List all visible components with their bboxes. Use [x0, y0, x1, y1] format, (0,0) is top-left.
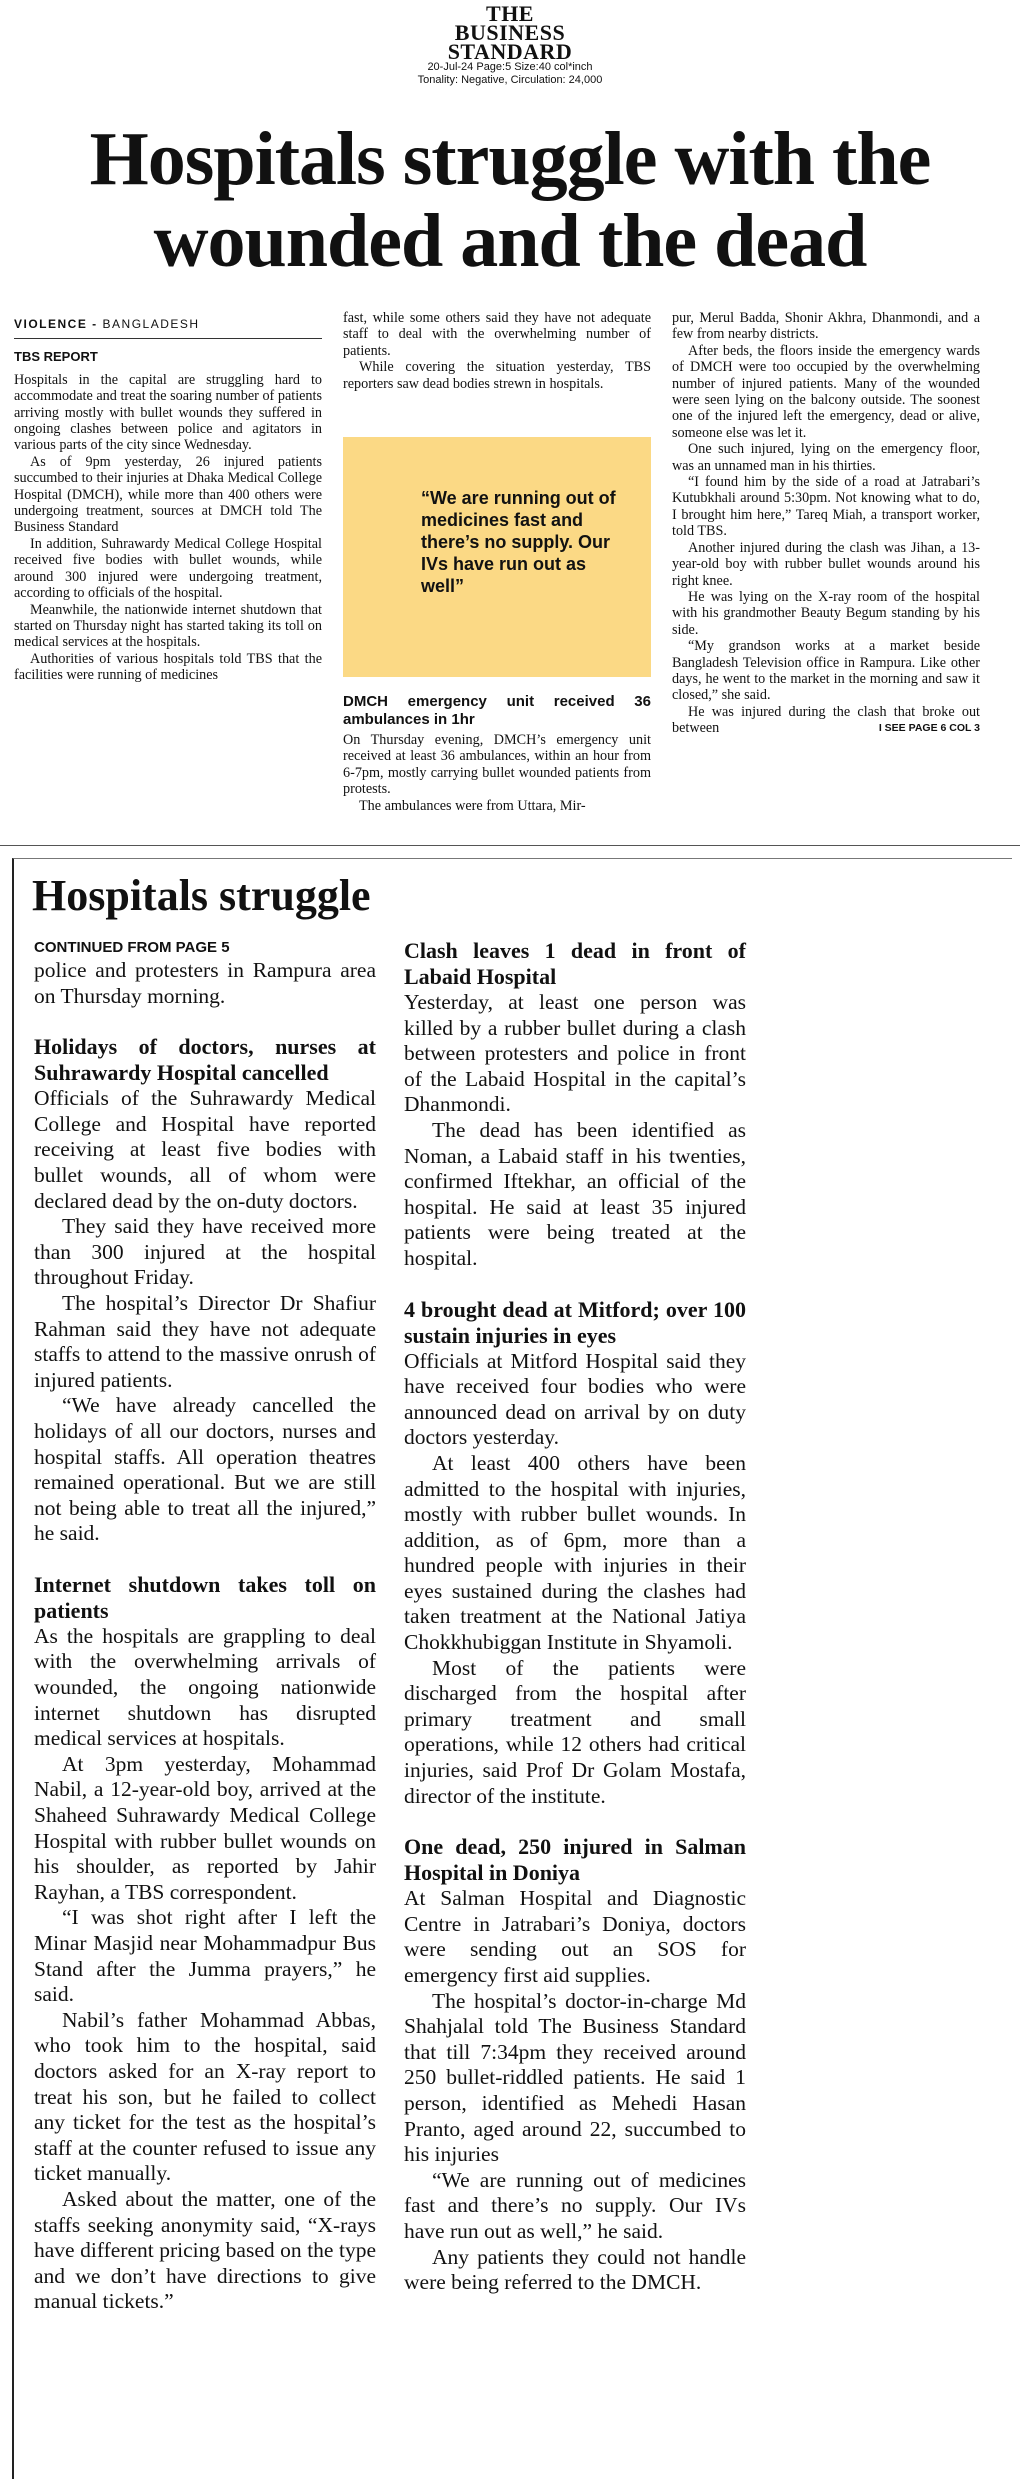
- paragraph-text: He was injured during the clash that broke out between: [672, 703, 980, 737]
- paragraph: Yesterday, at least one person was killed by a rubber bullet during a clash between protesters and police in front of the Labaid Hospital in the capital’s Dhanmondi.: [404, 990, 746, 1117]
- paragraph: The dead has been identified as Noman, a Labaid staff in his twenties, confirmed Iftekhar, an official of the hospital. He said at least 35 injured patients were being treated at the hospital.: [404, 1117, 746, 1270]
- subheading: One dead, 250 injured in Salman Hospital in Doniya: [404, 1834, 746, 1886]
- paragraph: They said they have received more than 300 injured at the hospital throughout Friday.: [34, 1214, 376, 1290]
- continued-from-label: CONTINUED FROM PAGE 5: [34, 939, 230, 956]
- paragraph: Meanwhile, the nationwide internet shutdown that started on Thursday night has started taking its toll on medical services at the hospitals.: [14, 601, 322, 651]
- paragraph: As the hospitals are grappling to deal with the overwhelming arrivals of wounded, the ongoing nationwide internet shutdown has disrupted medical services at hospitals.: [34, 1623, 376, 1751]
- headline-line-2: wounded and the dead: [153, 199, 867, 283]
- section-separator: -: [87, 317, 103, 331]
- see-page-jump: I SEE PAGE 6 COL 3: [878, 722, 980, 735]
- paragraph: Officials at Mitford Hospital said they have received four bodies who were announced dead on arrival by on duty doctors yesterday.: [404, 1348, 746, 1450]
- byline: TBS REPORT: [14, 349, 98, 365]
- paragraph: While covering the situation yesterday, TBS reporters saw dead bodies strewn in hospitals.: [343, 359, 651, 392]
- brand-line-3: STANDARD: [447, 39, 573, 64]
- paragraph: He was lying on the X-ray room of the hospital with his grandmother Beauty Begum standing by his side.: [672, 588, 980, 638]
- subheading: Internet shutdown takes toll on patients: [34, 1571, 376, 1623]
- paragraph: Nabil’s father Mohammad Abbas, who took him to the hospital, said doctors asked for an X-ray report to treat his son, but he failed to collect any ticket for the test as the hospital’s staff at the counter refused to issue any ticket manually.: [34, 2007, 376, 2186]
- subheading: Holidays of doctors, nurses at Suhrawardy Hospital cancelled: [34, 1034, 376, 1086]
- pull-quote: “We are running out of medicines fast and there’s no supply. Our IVs have run out as well”: [421, 488, 616, 596]
- paragraph: Hospitals in the capital are struggling hard to accommodate and treat the soaring number of patients arriving mostly with bullet wounds they suffered in ongoing clashes between police and agitators in various parts of the city since Wednesday.: [14, 371, 322, 454]
- paragraph: The ambulances were from Uttara, Mir-: [359, 797, 586, 814]
- paragraph: “We have already cancelled the holidays of all our doctors, nurses and hospital staffs. All operation theatres remained operational. But we are still not being able to treat all the injured,” he said.: [34, 1393, 376, 1546]
- subheading: 4 brought dead at Mitford; over 100 sustain injuries in eyes: [404, 1296, 746, 1348]
- paragraph: Officials of the Suhrawardy Medical College and Hospital have reported receiving at least five bodies with bullet wounds, all of whom were declared dead by the on-duty doctors.: [34, 1086, 376, 1213]
- paragraph: “We are running out of medicines fast and there’s no supply. Our IVs have run out as well,” he said.: [404, 2167, 746, 2243]
- paragraph: police and protesters in Rampura area on Thursday morning.: [34, 958, 376, 1008]
- paragraph: The hospital’s Director Dr Shafiur Rahman said they have not adequate staffs to attend to the massive onrush of injured patients.: [34, 1290, 376, 1392]
- section-name: VIOLENCE: [14, 317, 88, 331]
- paragraph: Authorities of various hospitals told TBS that the facilities were running of medicines: [14, 650, 322, 684]
- headline-line-1: Hospitals struggle with the: [89, 117, 931, 201]
- section-sub: BANGLADESH: [102, 317, 200, 331]
- paragraph: The hospital’s doctor-in-charge Md Shahjalal told The Business Standard that till 7:34pm they received around 250 bullet-riddled patients. He said 1 person, identified as Mehedi Hasan Pranto, aged around 22, succumbed to his injuries: [404, 1988, 746, 2167]
- brand-line-2: BUSINESS: [454, 20, 566, 45]
- paragraph: At least 400 others have been admitted to the hospital with injuries, mostly with rubber bullet wounds. In addition, as of 6pm, more than a hundred people with injuries in their eyes sustained during the clashes had taken treatment at the National Jatiya Chokkhubiggan Institute in Shyamoli.: [404, 1450, 746, 1655]
- continuation-left-column: [34, 938, 376, 2315]
- paragraph: In addition, Suhrawardy Medical College Hospital received five bodies with bullet wounds, while around 300 injured were undergoing treatment, according to officials of the hospital.: [14, 535, 322, 602]
- paragraph: As of 9pm yesterday, 26 injured patients succumbed to their injuries at Dhaka Medical College Hospital (DMCH), while more than 400 others were undergoing treatment, sources at DMCH told The Business Standard: [14, 453, 322, 536]
- page-divider: [0, 845, 1020, 846]
- article-column-2-lower: [343, 693, 651, 814]
- paragraph: At Salman Hospital and Diagnostic Centre in Jatrabari’s Doniya, doctors were sending out an SOS for emergency first aid supplies.: [404, 1886, 746, 1987]
- subheading: Clash leaves 1 dead in front of Labaid Hospital: [404, 938, 746, 989]
- masthead: [0, 1, 1020, 87]
- paragraph: Any patients they could not handle were being referred to the DMCH.: [404, 2244, 746, 2295]
- article-column-3: [672, 310, 980, 737]
- subheading: DMCH emergency unit received 36 ambulances in 1hr: [343, 693, 651, 728]
- paragraph: “My grandson works at a market beside Bangladesh Television office in Rampura. Like other days, he went to the market in the morning and saw it closed,” she said.: [672, 638, 980, 704]
- paragraph: “I was shot right after I left the Minar Masjid near Mohammadpur Bus Stand after the Jumma prayers,” he said.: [34, 1905, 376, 2007]
- continuation-right-column: [404, 938, 746, 2296]
- paragraph: On Thursday evening, DMCH’s emergency unit received at least 36 ambulances, within an hour from 6-7pm, mostly carrying bullet wounded patients from protests.: [343, 732, 651, 798]
- clipping-meta-tonality: Tonality: Negative, Circulation: 24,000: [417, 74, 603, 86]
- article-column-1: [14, 316, 322, 684]
- article-headline: [0, 118, 1020, 282]
- paragraph: After beds, the floors inside the emergency wards of DMCH were too occupied by the overwhelming number of injured patients. Many of the wounded were seen lying on the balcony outside. The soonest one of the injured left the emergency, dead or alive, someone else was let it.: [672, 342, 980, 441]
- paragraph: Asked about the matter, one of the staffs seeking anonymity said, “X-rays have different pricing based on the type and we don’t have directions to give manual tickets.”: [34, 2186, 376, 2314]
- pull-quote-box: [343, 437, 651, 677]
- brand-line-1: THE: [486, 1, 534, 26]
- clipping-meta: 20-Jul-24 Page:5 Size:40 col*inch: [427, 61, 593, 73]
- section-label: [14, 316, 322, 339]
- paragraph: One such injured, lying on the emergency floor, was an unnamed man in his thirties.: [672, 441, 980, 474]
- article-column-2: [343, 310, 651, 392]
- continuation-title: Hospitals struggle: [32, 871, 371, 920]
- paragraph: [672, 704, 980, 737]
- paragraph: Another injured during the clash was Jihan, a 13-year-old boy with rubber bullet wounds around his right knee.: [672, 539, 980, 589]
- paragraph: pur, Merul Badda, Shonir Akhra, Dhanmondi, and a few from nearby districts.: [672, 310, 980, 343]
- paragraph: Most of the patients were discharged from the hospital after primary treatment and small operations, while 12 others had critical injuries, said Prof Dr Golam Mostafa, director of the institute.: [404, 1655, 746, 1808]
- paragraph: fast, while some others said they have not adequate staff to deal with the overwhelming number of patients.: [343, 310, 651, 359]
- paragraph: At 3pm yesterday, Mohammad Nabil, a 12-year-old boy, arrived at the Shaheed Suhrawardy Medical College Hospital with rubber bullet wounds on his shoulder, as reported by Jahir Rayhan, a TBS correspondent.: [34, 1751, 376, 1904]
- paragraph: “I found him by the side of a road at Jatrabari’s Kutubkhali around 5:30pm. Not knowing what to do, I brought him here,” Tareq Miah, a transport worker, told TBS.: [672, 474, 980, 540]
